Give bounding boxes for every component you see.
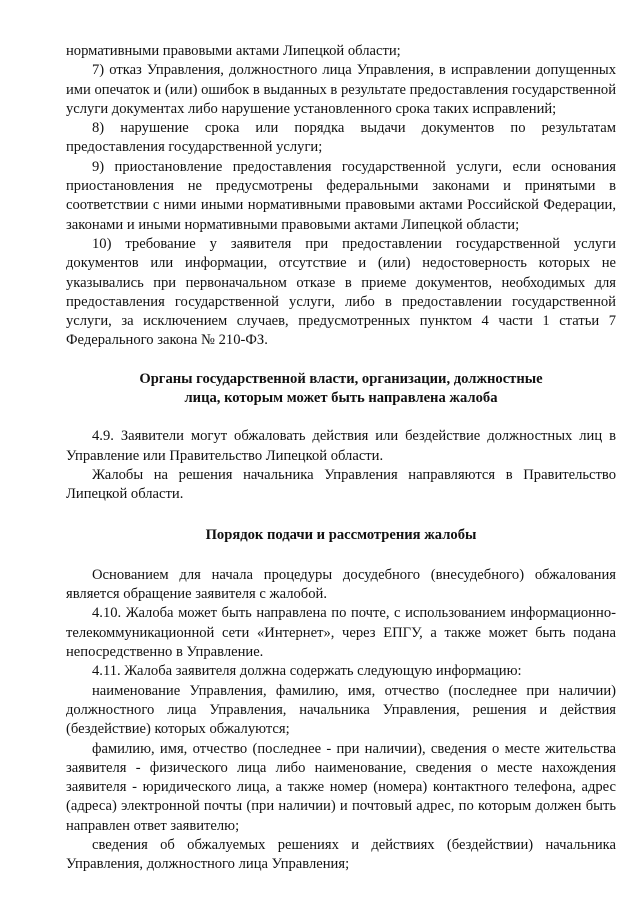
paragraph-complaints-to-government: Жалобы на решения начальника Управления направляются в Правительство Липецкой области.	[66, 466, 616, 503]
paragraph-4-10: 4.10. Жалоба может быть направлена по почте, с использованием информационно-телекоммуникационной сети «Интернет», через ЕПГУ, а также может быть подана непосредственно в Управление.	[66, 605, 616, 661]
paragraph-requirement-decisions: сведения об обжалуемых решениях и действиях (бездействии) начальника Управления, должностного лица Управления;	[66, 836, 616, 873]
section-heading-line: лица, которым может быть направлена жалоба	[184, 390, 498, 407]
section-heading-line: Органы государственной власти, организации, должностные	[139, 370, 543, 387]
paragraph-requirement-applicant: фамилию, имя, отчество (последнее - при наличии), сведения о месте жительства заявителя - физического лица либо наименование, сведения о месте нахождения заявителя - юридического лица, а также номер (номера) контактного телефона, адрес (адреса) электронной почты (при наличии) и почтовый адрес, по которым должен быть направлен ответ заявителю;	[66, 740, 616, 834]
section-heading-complaint-procedure: Порядок подачи и рассмотрения жалобы	[205, 526, 477, 543]
paragraph-4-9: 4.9. Заявители могут обжаловать действия или бездействие должностных лиц в Управление или Правительство Липецкой области.	[66, 428, 616, 464]
paragraph-4-11: 4.11. Жалоба заявителя должна содержать следующую информацию:	[92, 663, 522, 680]
paragraph-basis: Основанием для начала процедуры досудебного (внесудебного) обжалования является обращение заявителя с жалобой.	[66, 566, 616, 603]
document-page	[66, 42, 616, 875]
list-item-9: 9) приостановление предоставления государственной услуги, если основания приостановления не предусмотрены федеральными законами и принятыми в соответствии с ними иными нормативными правовыми актами Российской Федерации, законами и иными нормативными правовыми актами Липецкой области;	[66, 158, 616, 233]
section-heading-complaint-bodies	[66, 370, 616, 409]
paragraph-requirement-name: наименование Управления, фамилию, имя, отчество (последнее при наличии) должностного лица Управления, начальника Управления, решения и действия (бездействие) которых обжалуются;	[66, 682, 616, 738]
list-item-8: 8) нарушение срока или порядка выдачи документов по результатам предоставления государственной услуги;	[66, 120, 616, 156]
list-item-10: 10) требование у заявителя при предоставлении государственной услуги документов или информации, отсутствие и (или) недостоверность которых не указывались при первоначальном отказе в приеме документов, необходимых для предоставления государственной услуги, либо в предоставлении государственной услуги, за исключением случаев, предусмотренных пунктом 4 части 1 статьи 7 Федерального закона № 210-ФЗ.	[66, 235, 616, 349]
list-item-7: 7) отказ Управления, должностного лица Управления, в исправлении допущенных ими опечаток и (или) ошибок в выданных в результате предоставления государственной услуги документах либо нарушение установленного срока таких исправлений;	[66, 62, 617, 117]
paragraph-continuation: нормативными правовыми актами Липецкой области;	[66, 43, 401, 59]
